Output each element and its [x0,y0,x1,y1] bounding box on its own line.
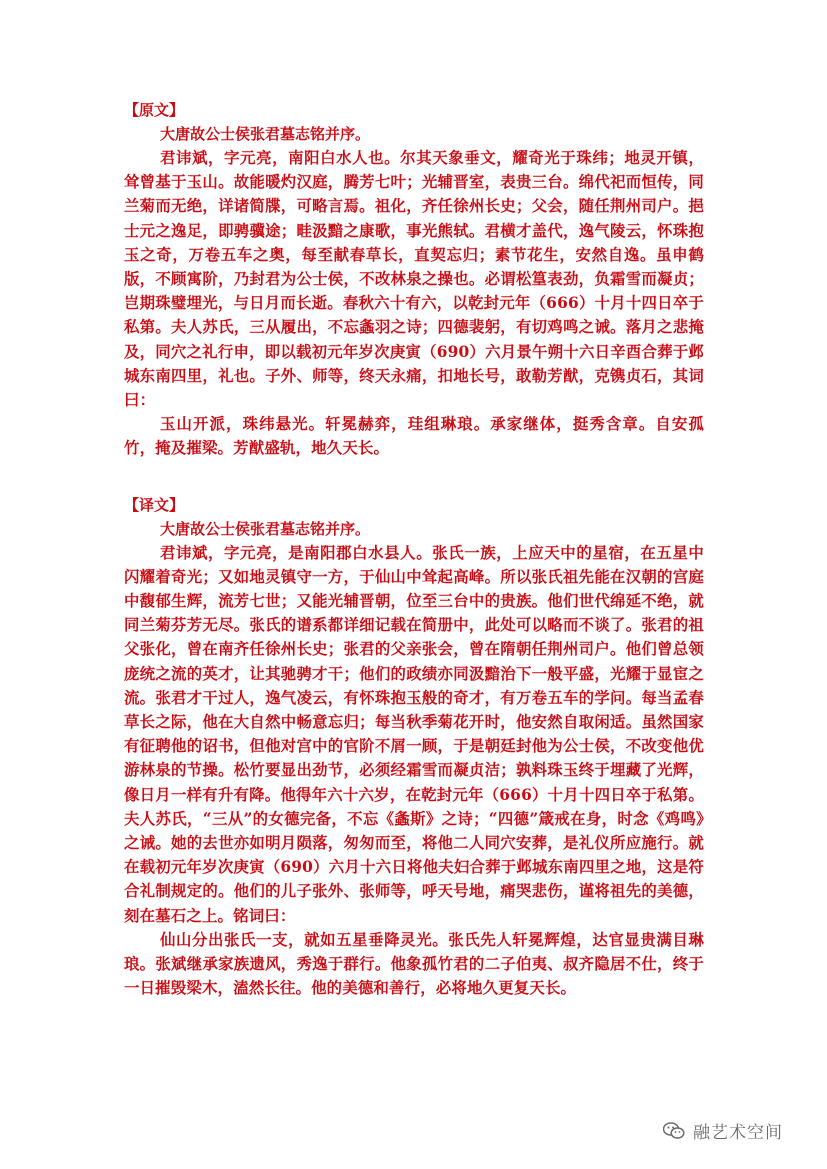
section-gap [124,461,704,493]
watermark [663,1118,783,1143]
translation-title: 大唐故公士侯张君墓志铭并序。 [160,519,371,538]
translation-inscription: 仙山分出张氏一支，就如五星垂降灵光。张氏先人轩冕辉煌，达官显贵满目琳琅。张斌继承家族遗风，秀逸于群行。他象孤竹君的二子伯夷、叔齐隐居不仕，终于一日摧毁梁木，溘然长往。他的美德和善行，必将地久更复天长。 [124,930,704,998]
watermark-text: 融艺术空间 [693,1123,783,1143]
translation-paragraph: 君讳斌，字元亮，是南阳郡白水县人。张氏一族，上应天中的星宿，在五星中闪耀着奇光；又如地灵镇守一方，于仙山中耸起高峰。所以张氏祖先能在汉朝的宫庭中馥郁生辉，流芳七世；又能光辅晋朝，位至三台中的贵族。他们世代绵延不绝，就同兰菊芬芳无尽。张氏的谱系都详细记载在简册中，此处可以略而不谈了。张君的祖父张化，曾在南齐任徐州长史；张君的父亲张会，曾在隋朝任荆州司户。他们曾总领庞统之流的英才，让其驰骋才干；他们的政绩亦同汲黯治下一般平盛，光耀于显宦之流。张君才干过人，逸气凌云，有怀珠抱玉般的奇才，有万卷五车的学问。每当孟春草长之际，他在大自然中畅意忘归；每当秋季菊花开时，他安然自取闲适。虽然国家有征聘他的诏书，但他对宫中的官阶不屑一顾，于是朝廷封他为公士侯，不改变他优游林泉的节操。松竹要显出劲节，必须经霜雪而凝贞洁；孰料珠玉终于埋藏了光辉，像日月一样有升有降。他得年六十六岁，在乾封元年（666）十月十四日卒于私第。夫人苏氏，“三从”的女德完备，不忘《螽斯》之诗；“四德”箴戒在身，时念《鸡鸣》之诫。她的去世亦如明月陨落，匆匆而至，将他二人同穴安葬，是礼仪所应施行。就在载初元年岁次庚寅（690）六月十六日将他夫妇合葬于邺城东南四里之地，这是符合礼制规定的。他们的儿子张外、张师等，呼天号地，痛哭悲伤，谨将祖先的美德，刻在墓石之上。铭词曰： [124,543,704,925]
document-page [124,98,704,1001]
translation-heading: 【译文】 [124,495,185,514]
wechat-icon [663,1122,685,1140]
original-inscription: 玉山开派，珠纬悬光。轩冕赫弈，珪组琳琅。承家继体，挺秀含章。自安孤竹，掩及摧梁。芳猷盛轨，地久天长。 [124,415,704,458]
original-heading: 【原文】 [124,101,185,119]
original-paragraph: 君讳斌，字元亮，南阳白水人也。尔其天象垂文，耀奇光于珠纬；地灵开镇，耸曾基于玉山。故能暖灼汉庭，腾芳七叶；光辅晋室，表贵三台。绵代祀而恒传，同兰菊而无绝，详诸简牒，可略言焉。祖化，齐任徐州长史；父会，随任荆州司户。挹士元之逸足，即骋骥途；畦汲黯之康歌，事光熊轼。君横才盖代，逸气陵云，怀珠抱玉之奇，万卷五车之奥，每至献春草长，直契忘归；素节花生，安然自逸。虽申鹤版，不顾寓阶，乃封君为公士侯，不改林泉之操也。必谓松篁表劲，负霜雪而凝贞；岂期珠璧埋光，与日月而长逝。春秋六十有六，以乾封元年（666）十月十四日卒于私第。夫人苏氏，三从履出，不忘螽羽之诗；四德裴躬，有切鸡鸣之诫。落月之悲掩及，同穴之礼行申，即以载初元年岁次庚寅（690）六月景午朔十六日辛酉合葬于邺城东南四里，礼也。子外、师等，终天永痛，扣地长号，敢勒芳猷，克镌贞石，其词曰： [124,149,704,410]
original-title: 大唐故公士侯张君墓志铭并序。 [160,125,371,143]
